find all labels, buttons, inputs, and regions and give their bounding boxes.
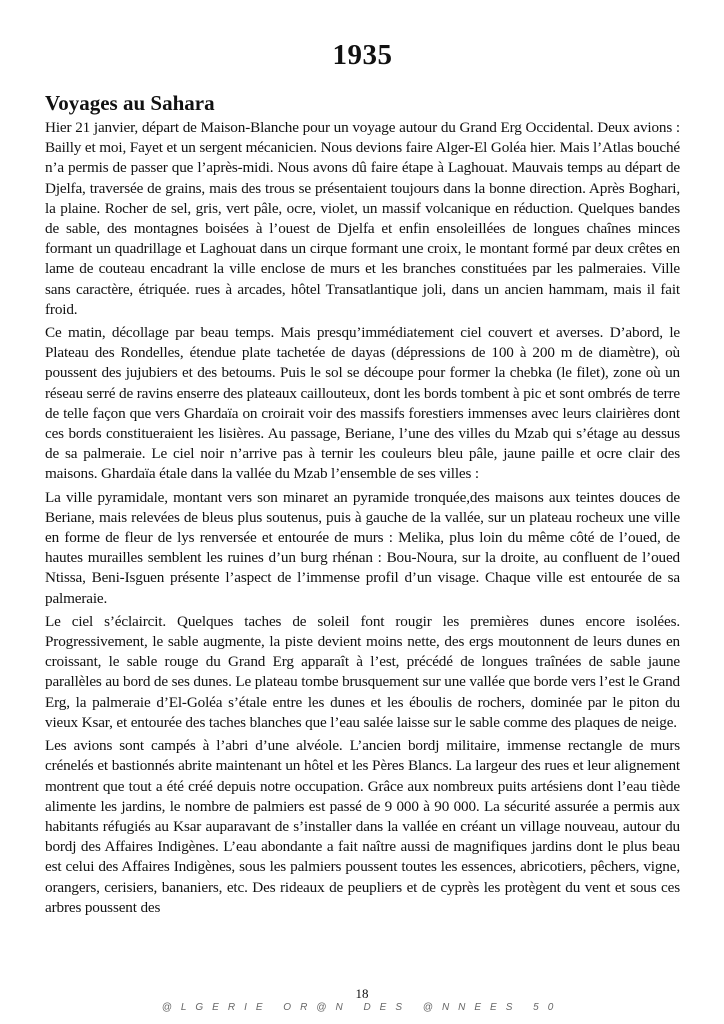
paragraph-3: La ville pyramidale, montant vers son minaret an pyramide tronquée,des maisons aux teintes douces de Beriane, mais relevées de bleus plus soutenus, puis à gauche de la vallée, sur un plateau rocheux une ville en forme de fleur de lys renversée et entourée de murs : Melika, plus loin du même côté de l’oued, de hautes murailles semblent les ruines d’un burg rhénan : Bou-Noura, sur la droite, au confluent de l’oued Ntissa, Beni-Isguen présente l’aspect de l’immense profil d’un visage. Chaque ville est entourée de sa palmeraie. — [45, 488, 680, 607]
page-number: 18 — [355, 986, 369, 1001]
paragraph-4: Le ciel s’éclaircit. Quelques taches de soleil font rougir les premières dunes encore isolées. Progressivement, le sable augmente, la piste devient moins nette, des ergs moutonnent de leurs dunes en croissant, le sable rouge du Grand Erg apparaît à l’est, précédé de longues traînées de sable jaune parallèles au bord de ses dunes. Le plateau tombe brusquement sur une vallée que borde vers l’est le Grand Erg, la palmeraie d’El-Goléa s’étale entre les dunes et les éboulis de rochers, dominée par le piton du vieux Ksar, et entourée des taches blanches que l’eau salée laisse sur le sable comme des plaques de neige. — [45, 612, 680, 731]
year-heading: 1935 — [332, 39, 393, 71]
paragraph-5: Les avions sont campés à l’abri d’une alvéole. L’ancien bordj militaire, immense rectangle de murs crénelés et bastionnés abrite maintenant un hôtel et les Pères Blancs. La largeur des rues et leur alignement montrent que tout a été créé depuis notre occupation. Grâce aux nombreux puits artésiens dont l’eau tiède alimente les jardins, le nombre de palmiers est passé de 9 000 à 90 000. La sécurité assurée a permis aux habitants réfugiés au Ksar auparavant de s’installer dans la vallée en créant un village nouveau, autour du bordj des Affaires Indigènes. L’eau abondante a fait naître aussi de magnifiques jardins dont le plus beau est celui des Affaires Indigènes, sous les palmiers poussent toutes les essences, abricotiers, pêchers, vigne, orangers, cerisiers, bananiers, etc. Des rideaux de peupliers et de cyprès les protègent du vent et sous ces arbres poussent des — [45, 737, 680, 916]
paragraph-2: Ce matin, décollage par beau temps. Mais presqu’immédiatement ciel couvert et averses. D’abord, le Plateau des Rondelles, étendue plate tachetée de dayas (dépressions de 100 à 200 m de diamètre), où poussent des jujubiers et des betoums. Puis le sol se découpe pour former la chebka (le filet), zone où un réseau serré de ravins enserre des plateaux caillouteux, dont les bords tombent à pic et sont ombrés de terre de telle façon que vers Ghardaïa on croirait voir des massifs forestiers immenses avec leurs clairières dont ces bords constitueraient les lisières. Au passage, Beriane, l’une des villes du Mzab qui s’étage au dessus de sa palmeraie. Le ciel noir n’arrive pas à ternir les couleurs bleu pâle, jaune paille et ocre clair des maisons. Ghardaïa étale dans la vallée du Mzab l’ensemble de ses villes : — [45, 324, 680, 483]
paragraph-1: Hier 21 janvier, départ de Maison-Blanche pour un voyage autour du Grand Erg Occidental. Deux avions : Bailly et moi, Fayet et un sergent mécanicien. Nous devions faire Alger-El Goléa hier. Mais l’Atlas bouché n’a permis de passer que l’après-midi. Nous avons dû faire étape à Laghouat. Mauvais temps au départ de Djelfa, traversée de grains, mais des trous se présentaient toujours dans la bonne direction. Après Boghari, la plaine. Rocher de sel, gris, vert pâle, ocre, violet, un massif volcanique en réduction. Quelques bandes de sable, des montagnes boisées à l’ouest de Djelfa et enfin ensoleillées de longues chaînes minces formant un quadrillage et Laghouat dans un cirque formant une croix, le montant formé par deux crêtes en lame de couteau encadrant la ville enclose de murs et les branches constituées par les palmeraies. Ville sans caractère, étriquée. rues à arcades, hôtel Transatlantique joli, dans un ancien hammam, mais il fait froid. — [45, 119, 680, 318]
page-body — [45, 38, 680, 921]
footer-watermark: @LGERIE OR@N DES @NNEES 50 — [161, 1002, 563, 1013]
section-title: Voyages au Sahara — [45, 91, 215, 115]
